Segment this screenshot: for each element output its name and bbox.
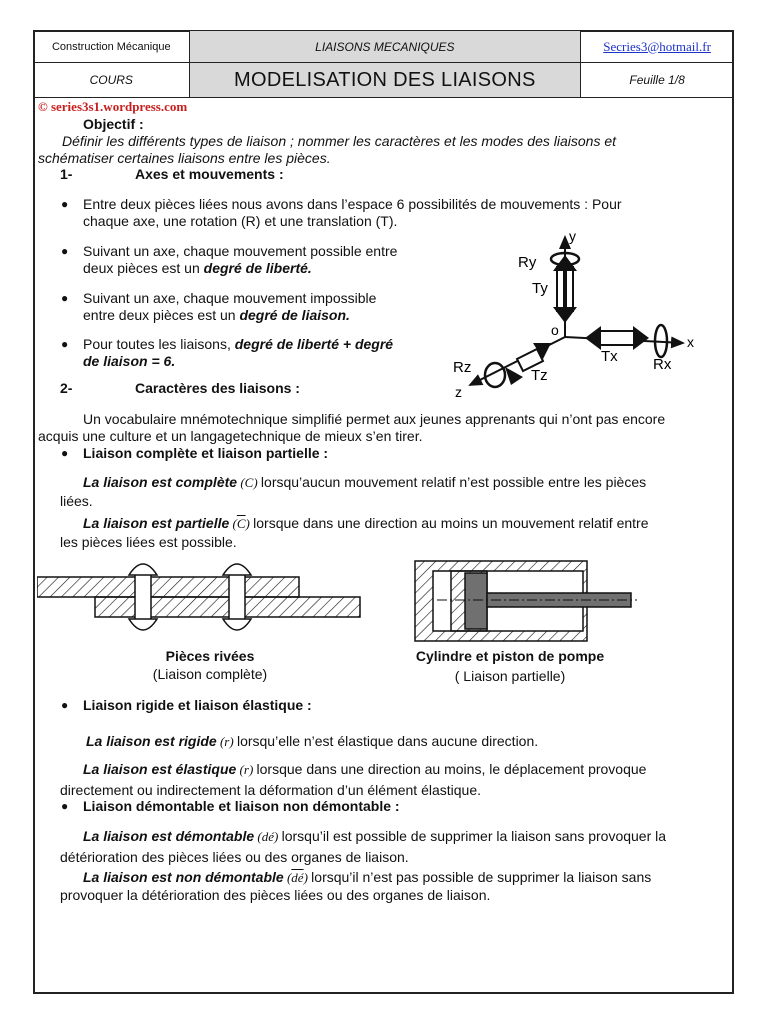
rivet-figure: [37, 553, 367, 643]
s1-bullet4-text: Pour toutes les liaisons,: [83, 336, 235, 352]
bullet-dot: ●: [61, 799, 69, 813]
objective-line2: schématiser certaines liaisons entre les pièces.: [38, 150, 331, 166]
header-sheet: Feuille 1/8: [581, 63, 734, 98]
label-z: z: [455, 384, 462, 400]
rigid-symbol: r: [224, 734, 230, 749]
label-rz: Rz: [453, 359, 472, 376]
s1-bullet4-line2: de liaison = 6.: [83, 353, 176, 369]
piston-figure-title: Cylindre et piston de pompe: [415, 648, 605, 664]
s1-bullet2-line1: Suivant un axe, chaque mouvement possible entre: [83, 243, 398, 259]
header-subject: Construction Mécanique: [34, 31, 190, 63]
label-rx: Rx: [653, 356, 672, 373]
rigid-heading: Liaison rigide et liaison élastique :: [83, 697, 312, 713]
dem-text: lorsqu’il est possible de supprimer la liaison sans provoquer la: [281, 828, 667, 844]
header-table: [33, 30, 734, 98]
nondem-symbol: $\overline{dé}$: [291, 870, 304, 885]
partial-line1: La liaison est partielle $(\overline{C})$ lorsque dans une direction au moins un mouvement relatif entre: [83, 515, 649, 531]
label-y: y: [569, 228, 576, 244]
elastic-term: La liaison est élastique: [83, 761, 237, 777]
s1-bullet3-term: degré de liaison.: [239, 307, 350, 323]
rivet-figure-title: Pièces rivées: [165, 648, 255, 664]
section2-intro-line1: Un vocabulaire mnémotechnique simplifié permet aux jeunes apprenants qui n’ont pas encore: [83, 411, 666, 427]
partial-symbol: $\overline{C}$: [236, 516, 246, 531]
dem-symbol: dé: [261, 829, 275, 844]
header-topic: LIAISONS MECANIQUES: [189, 31, 581, 63]
section2-number: 2-: [60, 380, 73, 396]
objective-heading: Objectif :: [83, 116, 144, 132]
partial-line2: les pièces liées est possible.: [60, 534, 237, 550]
dem-term: La liaison est démontable: [83, 828, 255, 844]
label-ty: Ty: [532, 280, 548, 297]
complete-text: lorsqu’aucun mouvement relatif n’est possible entre les pièces: [260, 474, 647, 490]
s1-bullet1-line1: Entre deux pièces liées nous avons dans l’espace 6 possibilités de mouvements : Pour: [83, 196, 622, 212]
elastic-text: lorsque dans une direction au moins, le déplacement provoque: [256, 761, 647, 777]
bullet-dot: ●: [61, 337, 69, 351]
objective-line1: Définir les différents types de liaison ; nommer les caractères et les modes des liaisons et: [62, 133, 617, 149]
bullet-dot: ●: [61, 446, 69, 460]
rivet-figure-subtitle: (Liaison complète): [152, 666, 268, 682]
label-o: o: [551, 322, 559, 338]
piston: [465, 573, 487, 629]
rigid-line1: La liaison est rigide (r) lorsqu’elle n’est élastique dans aucune direction.: [86, 733, 539, 749]
s1-bullet1-line2: chaque axe, une rotation (R) et une translation (T).: [83, 213, 398, 229]
dem-line1: La liaison est démontable (dé) lorsqu’il est possible de supprimer la liaison sans provoquer la: [83, 828, 667, 844]
s1-bullet3-line2: [83, 307, 350, 324]
bullet-dot: ●: [61, 698, 69, 712]
elastic-symbol: r: [243, 762, 249, 777]
s1-bullet3-text: entre deux pièces est un: [83, 307, 240, 323]
tx-arrow-left: [585, 326, 601, 350]
section1-number: 1-: [60, 166, 73, 182]
section1-title: Axes et mouvements :: [135, 166, 284, 182]
rigid-term: La liaison est rigide: [86, 733, 217, 749]
bullet-dot: ●: [61, 244, 69, 258]
label-tx: Tx: [601, 348, 618, 365]
tx-arrow-right: [633, 326, 649, 350]
label-tz: Tz: [531, 367, 548, 384]
ty-arrow-down: [553, 307, 577, 323]
elastic-line1: La liaison est élastique (r) lorsque dans une direction au moins, le déplacement provoque: [83, 761, 647, 777]
axes-diagram: [425, 225, 725, 405]
complete-term: La liaison est complète: [83, 474, 238, 490]
complete-line2: liées.: [60, 493, 93, 509]
page-title: MODELISATION DES LIAISONS: [189, 63, 581, 98]
nondem-text: lorsqu’il n’est pas possible de supprimer la liaison sans: [311, 869, 652, 885]
s1-bullet3-line1: Suivant un axe, chaque mouvement impossible: [83, 290, 377, 306]
section2-intro-line2: acquis une culture et un langagetechnique de mieux s’en tirer.: [38, 428, 423, 444]
header-email-cell: [581, 31, 734, 63]
s1-bullet2-text: deux pièces est un: [83, 260, 204, 276]
complete-heading: Liaison complète et liaison partielle :: [83, 445, 329, 461]
nondem-line2: provoquer la détérioration des pièces liées ou des organes de liaison.: [60, 887, 491, 903]
elastic-line2: directement ou indirectement la déformation d’un élément élastique.: [60, 782, 482, 798]
s1-bullet4-line1: [83, 336, 393, 353]
complete-line1: La liaison est complète (C) lorsqu’aucun mouvement relatif n’est possible entre les pièces: [83, 474, 647, 490]
bullet-dot: ●: [61, 291, 69, 305]
email-link[interactable]: Secries3@hotmail.fr: [603, 38, 711, 54]
s1-bullet2-line2: [83, 260, 312, 277]
watermark: © series3s1.wordpress.com: [38, 99, 188, 114]
section2-title: Caractères des liaisons :: [135, 380, 300, 396]
bullet-dot: ●: [61, 197, 69, 211]
rigid-text: lorsqu’elle n’est élastique dans aucune direction.: [236, 733, 539, 749]
nondem-term: La liaison est non démontable: [83, 869, 284, 885]
removable-heading: Liaison démontable et liaison non démontable :: [83, 798, 400, 814]
s1-bullet2-term: degré de liberté.: [203, 260, 312, 276]
partial-term: La liaison est partielle: [83, 515, 230, 531]
top-plate: [37, 577, 299, 597]
dem-line2: détérioration des pièces liées ou des organes de liaison.: [60, 849, 409, 865]
s1-bullet4-term: degré de liberté + degré: [234, 336, 394, 352]
partial-text: lorsque dans une direction au moins un mouvement relatif entre: [253, 515, 649, 531]
piston-figure: [385, 555, 645, 645]
header-doc-type: COURS: [34, 63, 190, 98]
complete-symbol: C: [244, 475, 254, 490]
label-ry: Ry: [518, 254, 537, 271]
label-x: x: [687, 334, 694, 350]
nondem-line1: La liaison est non démontable $(\overline{dé})$ lorsqu’il n’est pas possible de supprimer la liaison sans: [83, 869, 652, 885]
tz-arrow-out: [505, 367, 523, 385]
piston-figure-subtitle: ( Liaison partielle): [454, 668, 566, 684]
